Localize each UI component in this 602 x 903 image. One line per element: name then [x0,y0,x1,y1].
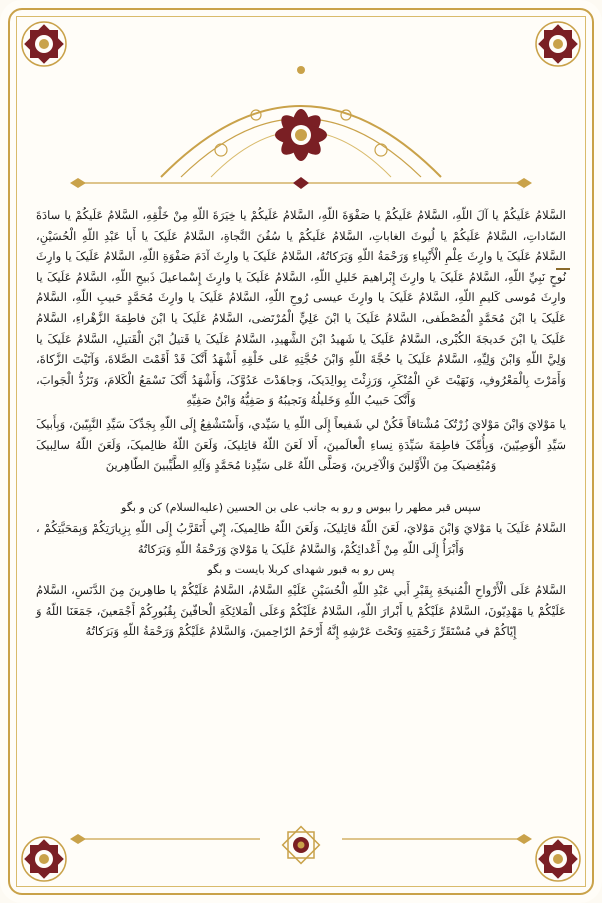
header-divider [70,176,532,190]
arch-ornament-icon [151,55,451,180]
ziyarat-paragraph-1: السَّلامُ عَلَيكُمْ يا آلَ اللّهِ، السَّلامُ عَلَيكُمْ يا صَفْوَةَ اللّهِ، السَّلامُ عَلَيكُمْ يا خِيَرَةَ اللّهِ مِنْ خَلْقِهِ، السَّلامُ عَلَيكُمْ يا سادَةَ السّاداتِ، السَّلامُ عَلَيكُمْ يا لُيوثَ الغاباتِ، السَّلامُ عَلَيكُمْ يا سُفُنَ النَّجاةِ، السَّلامُ عَلَيکَ يا أَبا عَبْدِ اللّهِ الْحُسَيْنِ، السَّلامُ عَلَيکَ يا وارِثَ عِلْمِ الْأَنْبِياءِ وَرَحْمَةُ اللّهِ وَبَرَكاتُهُ، السَّلامُ عَلَيکَ يا وارِثَ آدَمَ صَفْوَةِ اللّهِ، السَّلامُ عَلَيکَ يا وارِثَ نُوحٍ نَبِيِّ اللّهِ، السَّلامُ عَلَيکَ يا وارِثَ إِبْراهيمَ خَليلِ اللّهِ، السَّلامُ عَلَيکَ يا وارِثَ إِسْماعيلَ ذَبيحِ اللّهِ، السَّلامُ عَلَيکَ يا وارِثَ مُوسى كَليمِ اللّهِ، السَّلامُ عَلَيکَ يا وارِثَ عيسى رُوحِ اللّهِ، السَّلامُ عَلَيکَ يا وارِثَ مُحَمَّدٍ حَبيبِ اللّهِ، السَّلامُ عَلَيکَ يا ابْنَ مُحَمَّدٍ الْمُصْطَفى، السَّلامُ عَلَيکَ يا ابْنَ عَلِيٍّ الْمُرْتَضى، السَّلامُ عَلَيکَ يا ابْنَ فاطِمَةَ الزَّهْراءِ، السَّلامُ عَلَيکَ يا ابْنَ خَديجَةَ الكُبْرى، السَّلامُ عَلَيکَ يا شَهيدُ ابْنَ الشَّهيدِ، السَّلامُ عَلَيکَ يا قَتيلُ ابْنَ الْقَتيلِ، السَّلامُ عَلَيکَ يا وَلِيَّ اللّهِ وَابْنَ وَلِيِّهِ، السَّلامُ عَلَيکَ يا حُجَّةَ اللّهِ وَابْنَ حُجَّتِهِ عَلى خَلْقِهِ أَشْهَدُ أَنَّکَ قَدْ أَقَمْتَ الصَّلاةَ، وَآتَيْتَ الزَّكاةَ، وَأَمَرْتَ بِالْمَعْرُوفِ، وَنَهَيْتَ عَنِ الْمُنْكَرِ، وَرَزِئْتَ بِوالِدَيکَ، وَجاهَدْتَ عَدُوَّکَ، وَأَشْهَدُ أَنَّکَ تَسْمَعُ الْكَلامَ، وَتَرُدُّ الْجَوابَ، وَأَنَّکَ حَبيبُ اللّهِ وَخَليلُهُ وَنَجيبُهُ وَ صَفِيُّهُ وَابْنُ صَفِيِّهِ [36,208,566,408]
corner-rosette-icon [14,14,74,74]
instruction-1: سپس قبر مطهر را ببوس و رو به جانب علی بن الحسین (علیه‌السلام) کن و بگو [121,500,481,514]
ziyarat-text [36,205,566,642]
ziyarat-paragraph-4: السَّلامُ عَلَى الْأَرْواحِ الْمُنيخَةِ بِقَبْرِ أَبي عَبْدِ اللّهِ الْحُسَيْنِ عَلَيْهِ السَّلامُ، السَّلامُ عَلَيْكُمْ يا طاهِرينَ مِنَ الدَّنَسِ، السَّلامُ عَلَيْكُمْ يا مَهْدِيّونَ، السَّلامُ عَلَيْكُمْ يا أَبْرارَ اللّهِ، السَّلامُ عَلَيْكُمْ وَعَلَى الْمَلائِكَةِ الْحافّينَ بِقُبُورِكُمْ أَجْمَعينَ، جَمَعَنَا اللّهُ وَ إِيّاكُمْ في مُسْتَقَرِّ رَحْمَتِهِ وَتَحْتَ عَرْشِهِ إِنَّهُ أَرْحَمُ الرّاحِمينَ، وَالسَّلامُ عَلَيْكُمْ وَرَحْمَةُ اللّهِ وَبَرَكاتُهُ [36,583,566,639]
corner-rosette-icon [528,14,588,74]
ziyarat-paragraph-2: يا مَوْلايَ وَابْنَ مَوْلايَ زُرْتُکَ مُشْتاقاً فَكُنْ لي شَفيعاً إِلَى اللّهِ يا سَيِّدي، وَأَسْتَشْفِعُ إِلَى اللّهِ بِجَدِّکَ سَيِّدِ النَّبِيّينَ، وَبِأَبيکَ سَيِّدِ الْوَصِيّينَ، وَبِأُمِّکَ فاطِمَةَ سَيِّدَةِ نِساءِ الْعالَمينَ، أَلا لَعَنَ اللّهُ قاتِليکَ، وَلَعَنَ اللّهُ ظالِميکَ، وَلَعَنَ اللّهُ سالِبيکَ وَمُبْغِضيکَ مِنَ الْأَوَّلينَ وَالْآخِرينَ، وَصَلَّى اللّهُ عَلى سَيِّدِنا مُحَمَّدٍ وَآلِهِ الطَّيِّبينَ الطّاهِرينَ [36,416,566,473]
ziyarat-paragraph-3: السَّلامُ عَلَيکَ يا مَوْلايَ وَابْنَ مَوْلايَ، لَعَنَ اللّهُ قاتِليکَ، وَلَعَنَ اللّهُ ظالِميکَ، إِنّي أَتَقَرَّبُ إِلَى اللّهِ بِزِيارَتِكُمْ وَبِمَحَبَّتِكُمْ ، وَأَبْرَأُ إِلَى اللّهِ مِنْ أَعْدائِكُمْ، وَالسَّلامُ عَلَيکَ يا مَوْلايَ وَرَحْمَةُ اللّهِ وَبَرَكاتُهُ [36,521,566,556]
corner-rosette-icon [14,829,74,889]
corner-rosette-icon [528,829,588,889]
instruction-2: پس رو به قبور شهدای کربلا بایست و بگو [207,562,395,576]
star-medallion-icon [271,815,331,875]
